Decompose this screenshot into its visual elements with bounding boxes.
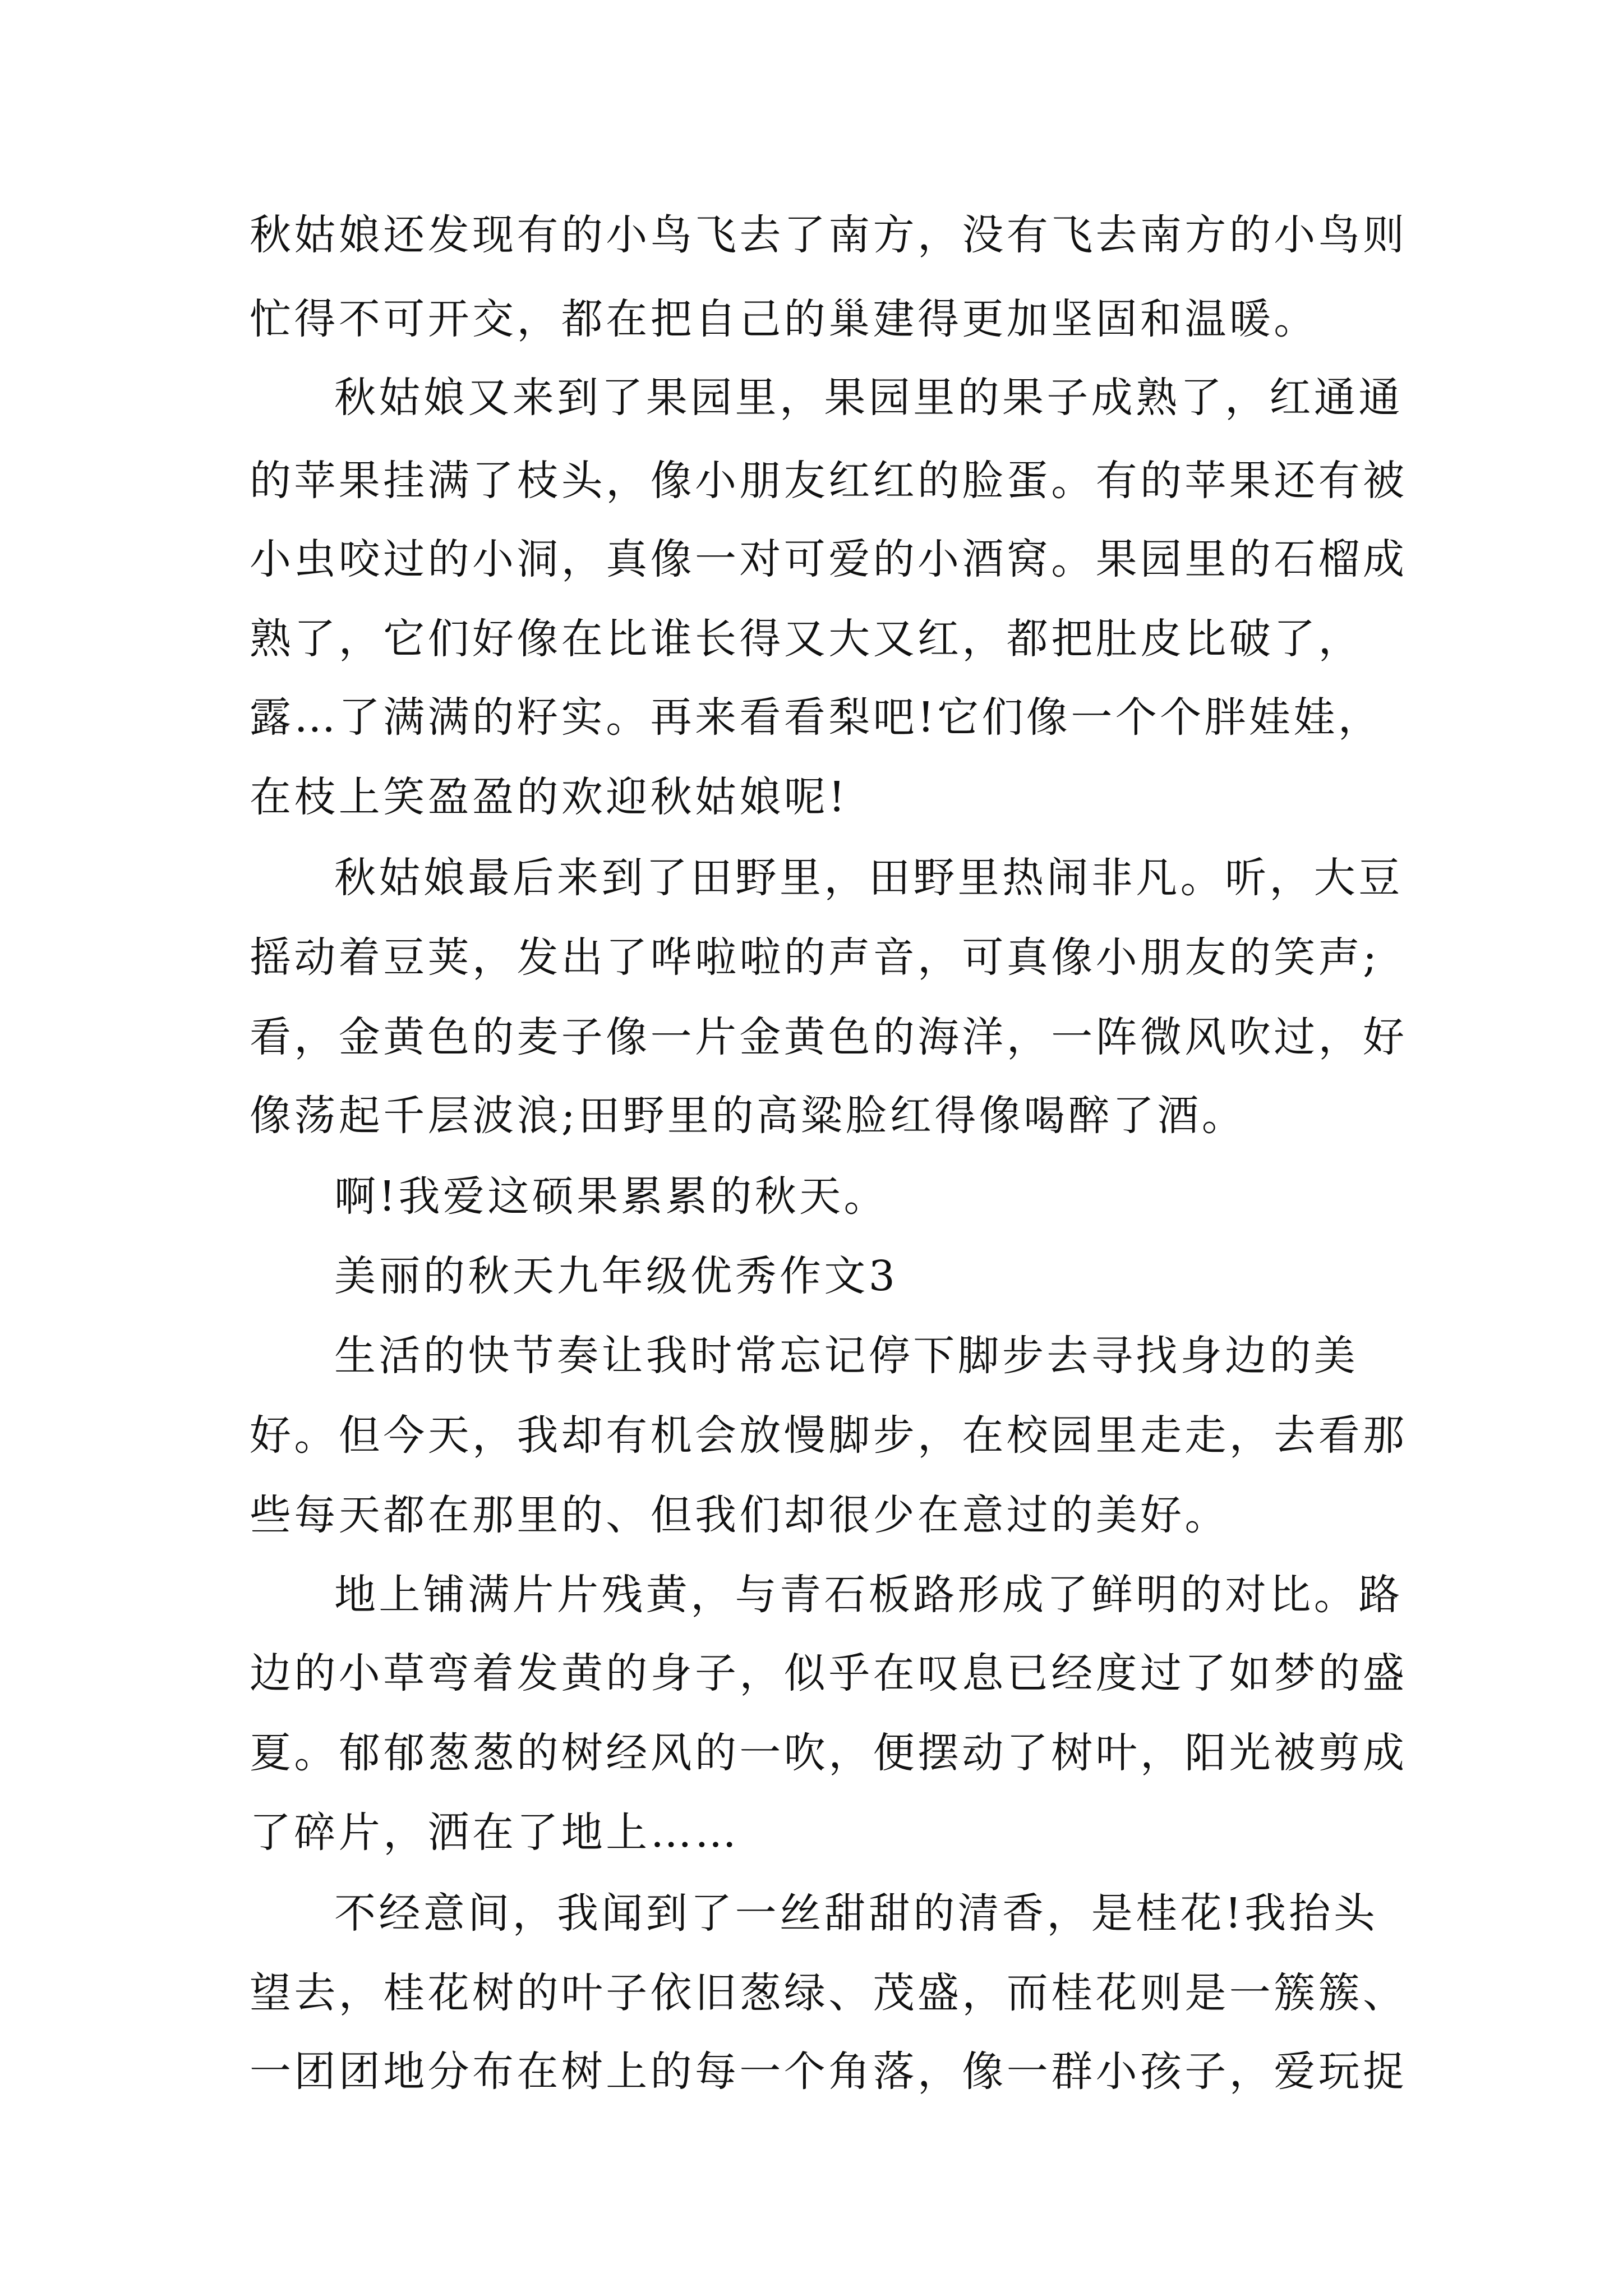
text-line-13: 啊!我爱这硕果累累的秋天。 (334, 1172, 888, 1221)
text-line-12: 像荡起千层波浪;田野里的高粱脸红得像喝醉了酒。 (250, 1092, 1247, 1140)
text-line-9: 秋姑娘最后来到了田野里，田野里热闹非凡。听，大豆 (334, 854, 1403, 902)
text-line-24: 一团团地分布在树上的每一个角落，像一群小孩子，爱玩捉 (250, 2047, 1408, 2096)
text-line-11: 看，金黄色的麦子像一片金黄色的海洋，一阵微风吹过，好 (250, 1013, 1408, 1061)
text-line-6: 熟了，它们好像在比谁长得又大又红，都把肚皮比破了， (250, 615, 1363, 663)
text-line-15: 生活的快节奏让我时常忘记停下脚步去寻找身边的美 (334, 1332, 1359, 1380)
text-line-7: 露…了满满的籽实。再来看看梨吧!它们像一个个胖娃娃， (250, 693, 1383, 742)
text-line-23: 望去，桂花树的叶子依旧葱绿、茂盛，而桂花则是一簇簇、 (250, 1969, 1408, 2017)
text-line-8: 在枝上笑盈盈的欢迎秋姑娘呢! (250, 773, 849, 821)
text-line-1: 秋姑娘还发现有的小鸟飞去了南方，没有飞去南方的小鸟则 (250, 211, 1408, 259)
text-line-3: 秋姑娘又来到了果园里，果园里的果子成熟了，红通通 (334, 374, 1403, 422)
text-line-18: 地上铺满片片残黄，与青石板路形成了鲜明的对比。路 (334, 1571, 1403, 1619)
text-line-17: 些每天都在那里的、但我们却很少在意过的美好。 (250, 1491, 1229, 1539)
text-line-16: 好。但今天，我却有机会放慢脚步，在校园里走走，去看那 (250, 1411, 1408, 1460)
text-line-21: 了碎片，洒在了地上…… (250, 1809, 740, 1857)
text-line-19: 边的小草弯着发黄的身子，似乎在叹息已经度过了如梦的盛 (250, 1649, 1408, 1697)
text-line-5: 小虫咬过的小洞，真像一对可爱的小酒窝。果园里的石榴成 (250, 535, 1408, 583)
text-line-10: 摇动着豆荚，发出了哗啦啦的声音，可真像小朋友的笑声; (250, 933, 1380, 982)
text-line-14: 美丽的秋天九年级优秀作文3 (334, 1252, 898, 1300)
text-line-4: 的苹果挂满了枝头，像小朋友红红的脸蛋。有的苹果还有被 (250, 457, 1408, 505)
text-line-22: 不经意间，我闻到了一丝甜甜的清香，是桂花!我抬头 (334, 1889, 1378, 1938)
text-line-2: 忙得不可开交，都在把自己的巢建得更加坚固和温暖。 (250, 295, 1318, 343)
text-line-20: 夏。郁郁葱葱的树经风的一吹，便摆动了树叶，阳光被剪成 (250, 1729, 1408, 1777)
